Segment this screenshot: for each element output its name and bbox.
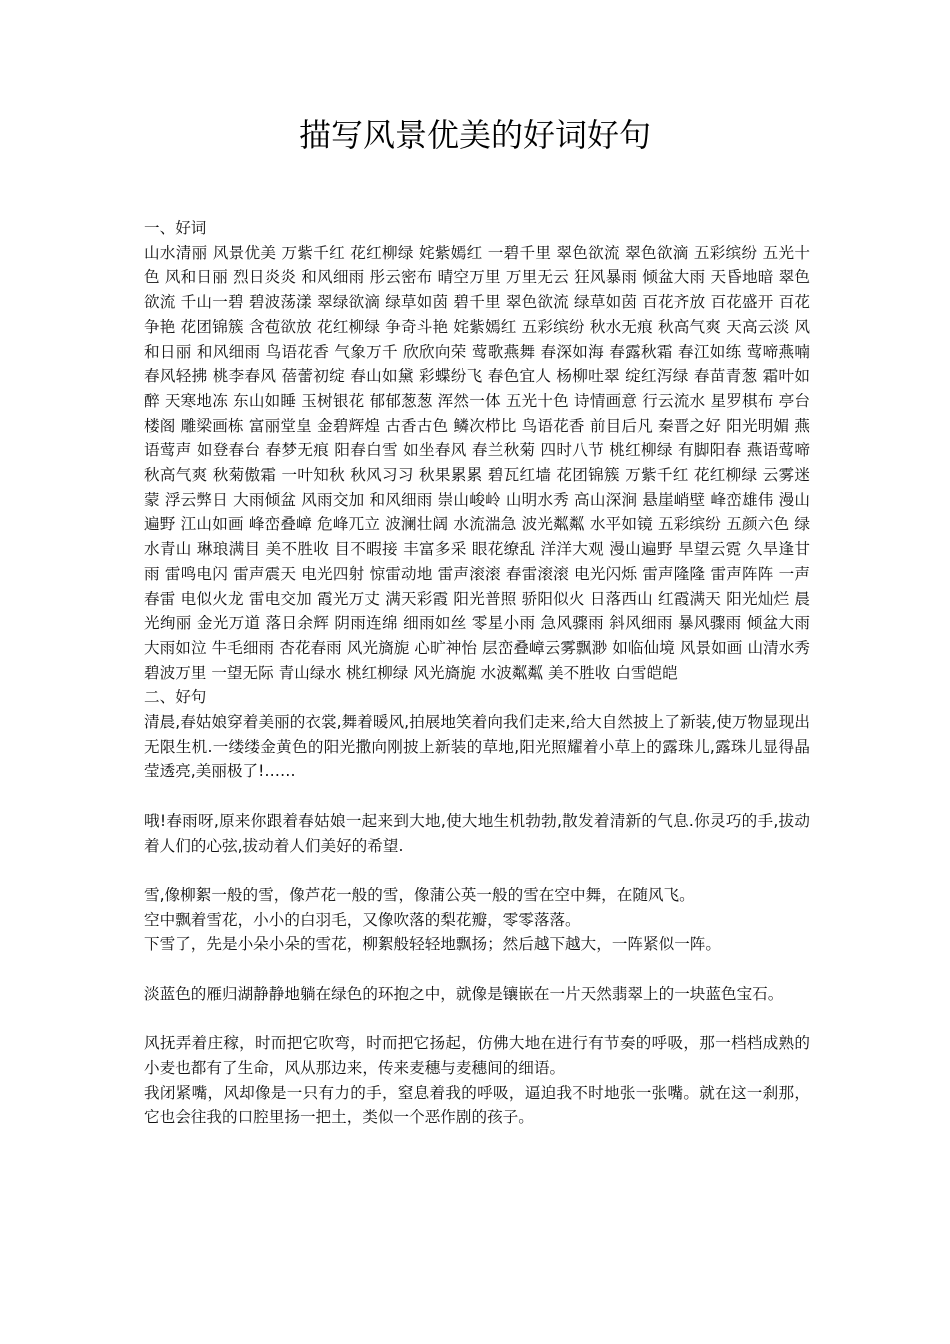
- document-body: [144, 216, 810, 1130]
- paragraph-gap: [144, 957, 810, 982]
- sentence-paragraph-wind-1: 风抚弄着庄稼，时而把它吹弯，时而把它扬起，仿佛大地在进行有节奏的呼吸，那一档档成熟的小麦也都有了生命，风从那边来，传来麦穗与麦穗间的细语。: [144, 1034, 810, 1077]
- paragraph-gap: [144, 1006, 810, 1031]
- paragraph-gap: [144, 858, 810, 883]
- sentence-paragraph-snow-3: 下雪了，先是小朵小朵的雪花，柳絮般轻轻地飘扬；然后越下越大，一阵紧似一阵。: [144, 935, 721, 954]
- sentence-paragraph-snow-1: 雪,像柳絮一般的雪，像芦花一般的雪，像蒲公英一般的雪在空中舞，在随风飞。: [144, 885, 695, 904]
- sentence-paragraph-lake: 淡蓝色的雁归湖静静地躺在绿色的环抱之中，就像是镶嵌在一片天然翡翠上的一块蓝色宝石。: [144, 984, 784, 1003]
- paragraph-gap: [144, 784, 810, 809]
- document-title: 描写风景优美的好词好句: [298, 116, 651, 154]
- sentence-paragraph-wind-2: 我闭紧嘴，风却像是一只有力的手，窒息着我的呼吸，逼迫我不时地张一张嘴。就在这一刹那，它也会往我的口腔里扬一把土，类似一个恶作剧的孩子。: [144, 1083, 810, 1127]
- section-heading-good-words: 一、好词: [144, 219, 207, 237]
- sentence-paragraph-spring-rain: 哦!春雨呀,原来你跟着春姑娘一起来到大地,使大地生机勃勃,散发着清新的气息.你灵巧的手,拔动着人们的心弦,拔动着人们美好的希望.: [144, 811, 810, 855]
- good-words-paragraph: 山水清丽 风景优美 万紫千红 花红柳绿 姹紫嫣红 一碧千里 翠色欲流 翠色欲滴 五彩缤纷 五光十色 风和日丽 烈日炎炎 和风细雨 彤云密布 晴空万里 万里无云 狂风暴雨 倾盆大雨 天昏地暗 翠色欲流 千山一碧 碧波荡漾 翠绿欲滴 绿草如茵 碧千里 翠色欲流 绿草如茵 百花齐放 百花盛开 百花争艳 花团锦簇 含苞欲放 花红柳绿 争奇斗艳 姹紫嫣红 五彩缤纷 秋水无痕 秋高气爽 天高云淡 风和日丽 和风细雨 鸟语花香 气象万千 欣欣向荣 莺歌燕舞 春深如海 春露秋霜 春江如练 莺啼燕喃 春风轻拂 桃李春风 蓓蕾初绽 春山如黛 彩蝶纷飞 春色宜人 杨柳吐翠 绽红泻绿 春苗青葱 霜叶如醉 天寒地冻 东山如睡 玉树银花 郁郁葱葱 浑然一体 五光十色 诗情画意 行云流水 星罗棋布 亭台楼阁 雕梁画栋 富丽堂皇 金碧辉煌 古香古色 鳞次栉比 鸟语花香 前目后凡 秦晋之好 阳光明媚 燕语莺声 如登春台 春梦无痕 阳春白雪 如坐春风 春兰秋菊 四时八节 桃红柳绿 有脚阳春 燕语莺啼 秋高气爽 秋菊傲霜 一叶知秋 秋风习习 秋果累累 碧瓦红墙 花团锦簇 万紫千红 花红柳绿 云雾迷蒙 浮云弊日 大雨倾盆 风雨交加 和风细雨 崇山峻岭 山明水秀 高山深涧 悬崖峭壁 峰峦雄伟 漫山遍野 江山如画 峰峦叠嶂 危峰兀立 波澜壮阔 水流湍急 波光粼粼 水平如镜 五彩缤纷 五颜六色 绿水青山 琳琅满目 美不胜收 目不暇接 丰富多采 眼花缭乱 洋洋大观 漫山遍野 旱望云霓 久旱逢甘雨 雷鸣电闪 雷声震天 电光四射 惊雷动地 雷声滚滚 春雷滚滚 电光闪烁 雷声隆隆 雷声阵阵 一声春雷 电似火龙 雷电交加 霞光万丈 满天彩霞 阳光普照 骄阳似火 日落西山 红霞满天 阳光灿烂 晨光绚丽 金光万道 落日余辉 阴雨连绵 细雨如丝 零星小雨 急风骤雨 斜风细雨 暴风骤雨 倾盆大雨 大雨如泣 牛毛细雨 杏花春雨 风光旖旎 心旷神怡 层峦叠嶂云雾飘渺 如临仙境 风景如画 山清水秀 碧波万里 一望无际 青山绿水 桃红柳绿 风光旖旎 水波粼粼 美不胜收 白雪皑皑: [144, 243, 810, 682]
- sentence-paragraph-snow-2: 空中飘着雪花，小小的白羽毛，又像吹落的梨花瓣，零零落落。: [144, 910, 581, 929]
- section-heading-good-sentences: 二、好句: [144, 688, 207, 707]
- sentence-paragraph-spring-morning: 清晨,春姑娘穿着美丽的衣裳,舞着暖风,拍展地笑着向我们走来,给大自然披上了新装,使万物显现出无限生机.一缕缕金黄色的阳光撒向刚披上新装的草地,阳光照耀着小草上的露珠儿,露珠儿显得晶莹透亮,美丽极了!……: [144, 713, 810, 781]
